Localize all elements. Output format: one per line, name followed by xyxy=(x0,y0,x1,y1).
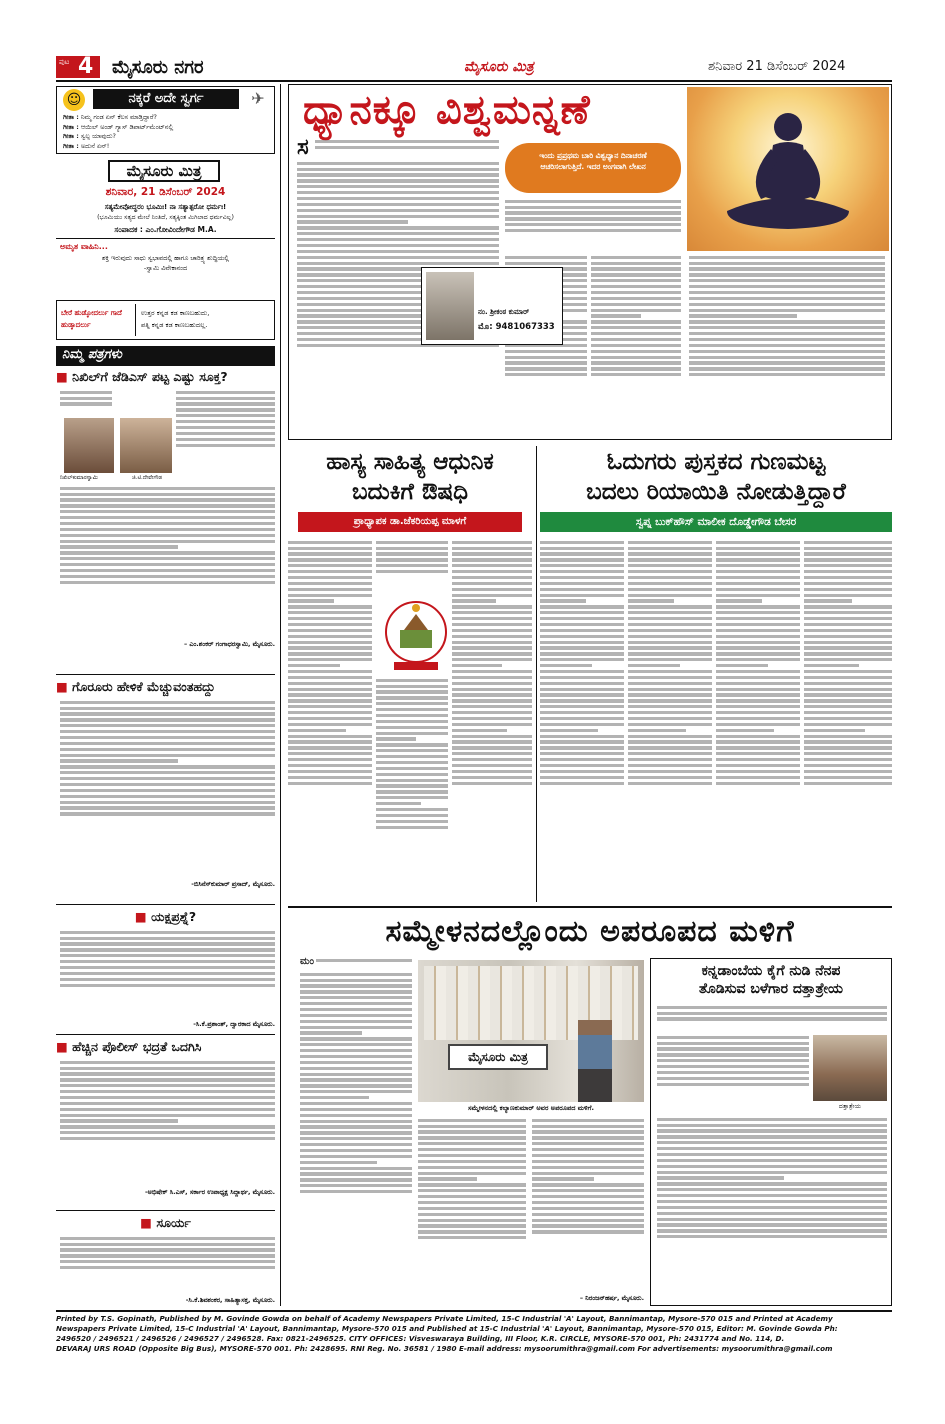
meditating-figure-icon xyxy=(687,87,889,251)
article-body xyxy=(532,1116,644,1294)
page-label: ಪುಟ xyxy=(59,58,70,66)
page-header xyxy=(56,56,892,78)
letter-title: ■ ಗೊರೂರು ಹೇಳಿಕೆ ಮೆಚ್ಚುವಂತಹದ್ದು xyxy=(56,679,216,694)
letter-signature: -ಅಭಿಷೇಕ್ ಸಿ.ಎಸ್, ಸರ್ಕಾರ ಉಪಾಧ್ಯಕ್ಷ ಸಿದ್ದಾರ್ಥ, ಮೈಸೂರು. xyxy=(145,1188,275,1196)
paper-name: ಮೈಸೂರು ಮಿತ್ರ xyxy=(464,59,534,75)
section-rule xyxy=(288,906,892,908)
masthead-editor: ಸಂಪಾದಕ : ಎಂ.ಗೋವಿಂದೇಗೌಡ M.A. xyxy=(114,225,217,234)
page-number-badge xyxy=(56,56,100,78)
joke-box xyxy=(56,86,275,154)
letter-nikhil xyxy=(56,370,275,670)
proverb-box xyxy=(56,300,275,340)
author-photo xyxy=(426,272,474,340)
laugh-icon: ☺ xyxy=(63,89,85,111)
letter-signature: -ಸಿ.ಕೆ.ಶಿವಶಂಕರ, ಸಾಹಿತ್ಯಾಸಕ್ತ, ಮೈಸೂರು. xyxy=(185,1296,275,1304)
humour-article xyxy=(288,446,532,902)
readers-title-line2: ಬದಲು ರಿಯಾಯಿತಿ ನೋಡುತ್ತಿದ್ದಾರೆ xyxy=(586,479,846,505)
article-body xyxy=(689,253,885,435)
meditation-callout xyxy=(505,143,681,193)
proverb-line1: ಉತ್ತರ ಕನ್ನಡ ಕಡ ಕಾಣಬಹುದು, xyxy=(141,309,210,317)
print-line-1: Printed by T.S. Gopinath, Published by M. Govinde Gowda on behalf of Academy Newspapers Private Limited, 15-C Industrial 'A' Layout, Bannimantap, Mysore-570 015 and Printed at Academy xyxy=(56,1314,833,1323)
bangle-title-line2: ತೊಡಿಸುವ ಬಳೆಗಾರ ದತ್ತಾತ್ರೇಯ xyxy=(698,981,844,997)
column-rule xyxy=(536,446,537,902)
letter-divider xyxy=(56,1210,275,1211)
article-body xyxy=(300,970,412,1304)
sammelana-article xyxy=(288,910,892,1306)
letter-body xyxy=(60,1234,275,1294)
masthead-motto: ಸತ್ಯಮೇವೋದ್ಧರಂ ಭೂಮಿಃ! ನಾ ಸತ್ಯಾತ್ಪರೋ ಧರ್ಮಃ! xyxy=(104,203,227,211)
masthead-name: ಮೈಸೂರು ಮಿತ್ರ xyxy=(108,160,220,182)
sammelana-logo xyxy=(384,596,448,674)
letter-title: ■ ಸೂರ್ಯ xyxy=(140,1215,191,1230)
proverb-label: ಬೇರೆ ಹುಡ್ಕೋದರ್ಲು ಗಾದೆ ಹುಡ್ಕಾದರ್ಲು xyxy=(61,309,122,329)
bangle-title-line1: ಕನ್ನಡಾಂಬೆಯ ಕೈಗೆ ನುಡಿ ನೆನಪ xyxy=(701,963,841,979)
quote-text: ಶಕ್ತಿ ಇರುವುದು ಸಾಧು ಸ್ವಭಾವದಲ್ಲಿ ಹಾಗೂ ಚಾರಿತ್ರ್ಯ ಶುದ್ಧಿಯಲ್ಲಿ xyxy=(101,254,230,262)
letter-title: ■ ಯಕ್ಷಪ್ರಶ್ನೆ? xyxy=(134,909,197,924)
bangle-article xyxy=(650,958,892,1306)
stall-photo xyxy=(418,960,644,1102)
humour-title-line2: ಬದುಕಿಗೆ ಔಷಧಿ xyxy=(351,479,469,505)
letters-banner xyxy=(56,346,275,366)
nikhil-photo xyxy=(64,418,114,473)
joke-title: ನಕ್ಕರೆ ಅದೇ ಸ್ವರ್ಗ xyxy=(93,89,239,109)
mandya-palace-logo-icon xyxy=(384,596,448,674)
letter-yaksha xyxy=(56,910,275,1030)
column-rule xyxy=(280,84,281,1306)
callout-text: ಇಂದು ಪ್ರಪ್ರಥಮ ಬಾರಿ ವಿಶ್ವಧ್ಯಾನ ದಿನಾಚರಣೆ ಆಚರಿಸಲಾಗುತ್ತಿದೆ. ಇದರ ಅಂಗವಾಗಿ ಲೇಖನ xyxy=(539,151,647,171)
article-body xyxy=(505,197,681,251)
quote-author: -ಸ್ವಾಮಿ ವಿವೇಕಾನಂದ xyxy=(143,264,188,272)
article-body xyxy=(376,676,448,900)
masthead-date: ಶನಿವಾರ, 21 ಡಿಸೆಂಬರ್ 2024 xyxy=(105,186,226,198)
footer-rule xyxy=(56,1310,892,1312)
letter-police xyxy=(56,1040,275,1206)
dattatreya-caption: ದತ್ತಾತ್ರೇಯ xyxy=(838,1103,862,1110)
header-rule xyxy=(56,80,892,82)
header-date: ಶನಿವಾರ 21 ಡಿಸೆಂಬರ್ 2024 xyxy=(708,59,846,74)
sammelana-dropcap: ಮಂ xyxy=(300,956,314,967)
page-number: 4 xyxy=(78,54,94,79)
article-body xyxy=(315,137,499,159)
article-body xyxy=(804,538,892,900)
readers-title-line1: ಓದುಗರು ಪುಸ್ತಕದ ಗುಣಮಟ್ಟ xyxy=(606,449,826,475)
dattatreya-photo xyxy=(813,1035,887,1101)
masthead-box xyxy=(56,156,275,276)
print-line xyxy=(56,1314,892,1356)
print-line-3: 2496520 / 2496521 / 2496526 / 2496527 / 2496528. Fax: 0821-2496525. CITY OFFICES: Visveswaraya Building, III Floor, K.R. CIRCLE, MYSORE-570 001, Ph: 2431774 and No. 114, D. xyxy=(56,1334,785,1343)
masthead-motto-gloss: (ಭೂಮಿಯು ಸತ್ಯದ ಮೇಲೆ ನಿಂತಿದೆ, ಸತ್ಯಕ್ಕಿಂತ ಮಿಗಿಲಾದ ಧರ್ಮವಿಲ್ಲ) xyxy=(97,214,234,221)
article-body xyxy=(376,538,448,594)
letter-goruru xyxy=(56,680,275,900)
article-body xyxy=(628,538,712,900)
author-phone: ಮೊ: 9481067333 xyxy=(478,322,555,332)
article-body xyxy=(540,538,624,900)
humour-byline: ಪ್ರಾಧ್ಯಾಪಕ ಡಾ.ಜೆಕರಿಯಪ್ಪ ಮಾಳಗೆ xyxy=(298,512,522,532)
letter-title: ■ ಹೆಚ್ಚಿನ ಪೊಲೀಸ್ ಭದ್ರತೆ ಒದಗಿಸಿ xyxy=(56,1039,202,1054)
letter-divider xyxy=(56,904,275,905)
stall-banner: ಮೈಸೂರು ಮಿತ್ರ xyxy=(448,1044,548,1070)
letter-body xyxy=(176,388,275,480)
sammelana-title: ಸಮ್ಮೇಳನದಲ್ಲೊಂದು ಅಪರೂಪದ ಮಳಿಗೆ xyxy=(385,914,795,949)
author-name: ನಂ. ಶ್ರೀಕಂಠ ಕುಮಾರ್ xyxy=(478,308,530,316)
article-body xyxy=(657,1115,887,1303)
letter-body xyxy=(60,1058,275,1186)
readers-article xyxy=(540,446,892,902)
meditation-article xyxy=(288,84,892,440)
letter-body xyxy=(60,698,275,878)
letter-body xyxy=(60,484,275,638)
masthead-rule xyxy=(56,238,275,239)
article-body xyxy=(418,1116,526,1304)
article-body xyxy=(452,538,532,900)
letter-title: ■ ನಿಖಿಲ್‌ಗೆ ಜೆಡಿಎಸ್ ಪಟ್ಟ ಎಷ್ಟು ಸೂಕ್ತ? xyxy=(56,369,228,384)
photo-caption-2: ಜಿ.ಟಿ.ದೇವೇಗೌಡ xyxy=(132,475,163,481)
meditation-dropcap: ಸ xyxy=(297,135,309,160)
letter-signature: -ಸಿ.ಕೆ.ಪ್ರಶಾಂತ್, ದ್ವಾರಕಾದ ಮೈಸೂರು. xyxy=(193,1020,275,1028)
photo-caption-1: ನಿಖಿಲ್‌ಕುಮಾರಸ್ವಾಮಿ xyxy=(60,475,98,481)
proverb-divider xyxy=(135,304,136,336)
letter-signature: -ಬಿಸಿನೆಸ್‌ಕುಮಾರ್ ಪ್ರಸಾದ್, ಮೈಸೂರು. xyxy=(191,880,275,888)
letter-body xyxy=(60,388,112,416)
article-body xyxy=(657,1033,809,1113)
article-body xyxy=(288,538,372,900)
quote-title: ಅಮೃತ ವಾಹಿನಿ... xyxy=(60,242,108,251)
gtd-photo xyxy=(120,418,172,473)
letter-divider xyxy=(56,674,275,675)
ghost-icon: ✈ xyxy=(251,89,265,108)
article-body xyxy=(657,1003,887,1033)
letter-signature: – ಎಂ.ಶಂಕರ್ ಗಂಗಾಧರಸ್ವಾಮಿ, ಮೈಸೂರು. xyxy=(183,640,275,648)
humour-title-line1: ಹಾಸ್ಯ ಸಾಹಿತ್ಯ ಆಧುನಿಕ xyxy=(326,449,494,475)
print-line-4: DEVARAJ URS ROAD (Opposite Big Bus), MYSORE-570 001. Ph: 2428695. RNI Reg. No. 36581 / 1980 E-mail address: mysoorumithra@gmail.com For advertisements: mysoorumithra@gmail.com xyxy=(56,1344,833,1353)
article-body xyxy=(716,538,800,900)
sammelana-signature: – ನಿರಂಜನ್‌ಹರ್ಷ, ಮೈಸೂರು. xyxy=(579,1294,644,1302)
joke-lines: ಗೀತಾ : ನಿಮ್ಮ ಗಂಡ ಏನ್ ಕೆಲಸ ಮಾಡ್ತಿದ್ದಾರೆ? ಗೀತಾ : ಆಯಿಲ್ ಅಂಡ್ ಗ್ಯಾಸ್ ಡಿಪಾರ್ಟ್‌ಮೆಂಟ್‌ನಲ್ಲಿ ಗೀತಾ : ಸ್ವಲ್ಪ ಯಾವುದು? ಗೀತಾ : ಅದುನೆ ಏನ್! xyxy=(63,113,174,150)
article-body xyxy=(591,253,681,435)
stall-owner-figure xyxy=(578,1020,612,1102)
readers-byline: ಸ್ವಪ್ನ ಬುಕ್‌ಹೌಸ್ ಮಾಲೀಕ ದೊಡ್ಡೇಗೌಡ ಬೇಸರ xyxy=(540,512,892,532)
letter-body xyxy=(60,928,275,1020)
section-title: ಮೈಸೂರು ನಗರ xyxy=(112,57,204,78)
stall-photo-caption: ಸಮ್ಮೇಳನದಲ್ಲಿ ಕಲ್ಯಾಣಕುಮಾರ್ ಅವರ ಅಪರೂಪದ ಮಳಿಗೆ. xyxy=(468,1104,594,1112)
proverb-line2: ಪತ್ನಿ ಕನ್ನಡ ಕಡ ಕಾಣಬಹುದಲ್ಲ. xyxy=(141,321,208,329)
meditation-title: ಧ್ಯಾನಕ್ಕೂ ವಿಶ್ವಮನ್ನಣೆ xyxy=(303,87,591,133)
author-box xyxy=(421,267,563,345)
meditation-illustration xyxy=(687,87,889,251)
letter-surya xyxy=(56,1216,275,1306)
print-line-2: Newspapers Private Limited, 15-C Industrial 'A' Layout, Bannimantap, Mysore-570 015 and Published at 15-C Industrial 'A' Layout, Bannimantap, Mysore-570 015, Editor: M. Govinde Gowda Ph: xyxy=(56,1324,838,1333)
letter-divider xyxy=(56,1034,275,1035)
article-body xyxy=(316,956,412,970)
letters-banner-text: ನಿಮ್ಮ ಪತ್ರಗಳು xyxy=(62,347,122,362)
